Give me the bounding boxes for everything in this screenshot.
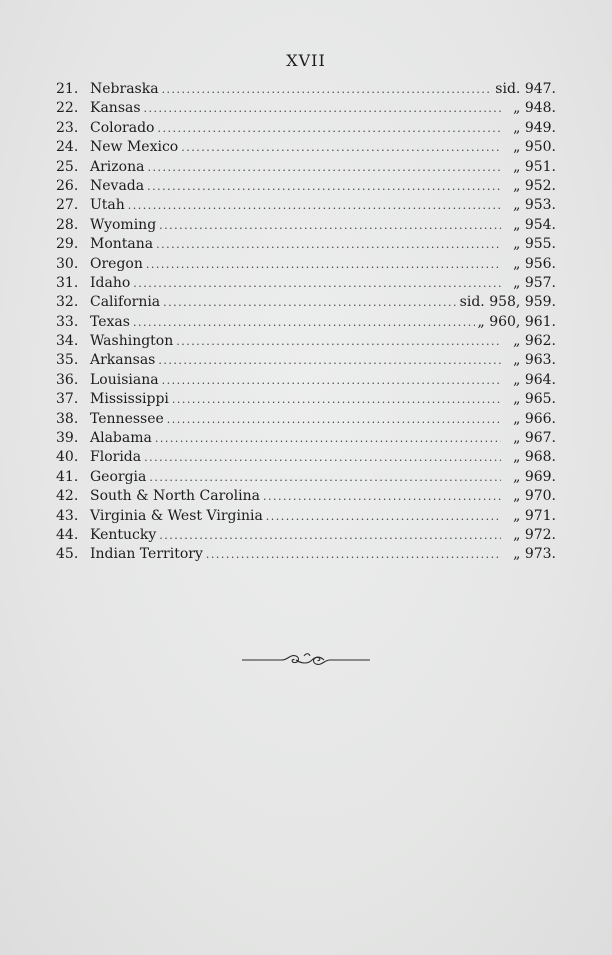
entry-page-ref: sid. 958, 959. — [459, 294, 556, 311]
dot-leader — [133, 313, 475, 332]
entry-number: 44. — [56, 526, 79, 543]
toc-entry — [56, 177, 556, 196]
entry-number: 24. — [56, 139, 79, 156]
dot-leader — [133, 274, 501, 293]
entry-number: 29. — [56, 236, 79, 253]
entry-number: 25. — [56, 158, 79, 175]
toc-entry — [56, 119, 556, 138]
entry-page-ref: „ 950. — [513, 139, 556, 156]
toc-entry — [56, 351, 556, 370]
entry-page-ref: „ 965. — [513, 391, 556, 408]
entry-page-ref: „ 952. — [513, 177, 556, 194]
toc-entry — [56, 429, 556, 448]
entry-page-ref: „ 949. — [513, 119, 556, 136]
dot-leader — [144, 448, 501, 467]
entry-page-ref: „ 968. — [513, 449, 556, 466]
entry-title: Arizona — [90, 158, 145, 175]
toc-entry — [56, 196, 556, 215]
dot-leader — [155, 429, 501, 448]
entry-number: 22. — [56, 100, 79, 117]
entry-page-ref: „ 967. — [513, 430, 556, 447]
dot-leader — [144, 99, 501, 118]
entry-page-ref: sid. 947. — [495, 81, 556, 97]
entry-page-ref: „ 960, 961. — [477, 313, 556, 330]
entry-title: Idaho — [90, 274, 131, 291]
entry-page-ref: „ 957. — [513, 274, 556, 291]
entry-title: Nevada — [90, 177, 145, 194]
toc-entry — [56, 332, 556, 351]
entry-title: Arkansas — [90, 352, 156, 369]
entry-title: Kansas — [90, 100, 141, 117]
toc-entry — [56, 99, 556, 118]
toc-entry — [56, 293, 556, 312]
entry-number: 43. — [56, 507, 79, 524]
entry-page-ref: „ 972. — [513, 526, 556, 543]
entry-title: South & North Carolina — [90, 488, 261, 505]
entry-title: Indian Territory — [90, 546, 203, 563]
toc-entry — [56, 448, 556, 467]
entry-page-ref: „ 963. — [513, 352, 556, 369]
entry-title: Virginia & West Virginia — [90, 507, 263, 524]
toc-entry — [56, 487, 556, 506]
dot-leader — [157, 119, 501, 138]
entry-title: Mississippi — [90, 391, 169, 408]
entry-title: California — [90, 294, 161, 311]
dot-leader — [147, 177, 501, 196]
entry-title: Louisiana — [90, 371, 159, 388]
entry-number: 26. — [56, 177, 79, 194]
toc-entry — [56, 138, 556, 157]
entry-page-ref: „ 970. — [513, 488, 556, 505]
entry-number: 27. — [56, 197, 79, 214]
entry-page-ref: „ 955. — [513, 236, 556, 253]
dot-leader — [206, 545, 501, 564]
entry-page-ref: „ 971. — [513, 507, 556, 524]
entry-page-ref: „ 956. — [513, 255, 556, 272]
dot-leader — [158, 351, 501, 370]
dot-leader — [147, 158, 501, 177]
dot-leader — [176, 332, 501, 351]
toc-entry — [56, 313, 556, 332]
toc-entry — [56, 507, 556, 526]
entry-page-ref: „ 953. — [513, 197, 556, 214]
entry-page-ref: „ 962. — [513, 333, 556, 350]
entry-number: 38. — [56, 410, 79, 427]
entry-page-ref: „ 973. — [513, 546, 556, 563]
toc-entry — [56, 545, 556, 564]
toc-entry — [56, 390, 556, 409]
toc-entry — [56, 235, 556, 254]
entry-page-ref: „ 966. — [513, 410, 556, 427]
toc-entry — [56, 255, 556, 274]
toc-entry — [56, 216, 556, 235]
dot-leader — [163, 293, 457, 312]
entry-title: New Mexico — [90, 139, 179, 156]
entry-number: 21. — [56, 81, 79, 97]
dot-leader — [128, 196, 501, 215]
entry-number: 39. — [56, 430, 79, 447]
dot-leader — [162, 371, 501, 390]
entry-number: 33. — [56, 313, 79, 330]
entry-number: 35. — [56, 352, 79, 369]
entry-title: Utah — [90, 197, 125, 214]
toc-entry — [56, 468, 556, 487]
entry-number: 41. — [56, 468, 79, 485]
dot-leader — [172, 390, 501, 409]
entry-title: Alabama — [90, 430, 152, 447]
dot-leader — [162, 80, 493, 99]
entry-title: Oregon — [90, 255, 143, 272]
entry-title: Florida — [90, 449, 142, 466]
scroll-flourish-icon — [242, 650, 370, 670]
dot-leader — [159, 526, 501, 545]
entry-page-ref: „ 948. — [513, 100, 556, 117]
entry-number: 32. — [56, 294, 79, 311]
dot-leader — [146, 255, 501, 274]
entry-title: Georgia — [90, 468, 147, 485]
entry-title: Texas — [90, 313, 130, 330]
dot-leader — [149, 468, 501, 487]
entry-title: Washington — [90, 333, 174, 350]
entry-title: Tennessee — [90, 410, 164, 427]
entry-title: Montana — [90, 236, 154, 253]
toc-entry — [56, 526, 556, 545]
entry-number: 34. — [56, 333, 79, 350]
entry-number: 45. — [56, 546, 79, 563]
entry-title: Colorado — [90, 119, 155, 136]
toc-entry — [56, 371, 556, 390]
entry-number: 37. — [56, 391, 79, 408]
toc-entry — [56, 80, 556, 99]
entry-page-ref: „ 964. — [513, 371, 556, 388]
entry-number: 30. — [56, 255, 79, 272]
entry-number: 23. — [56, 119, 79, 136]
entry-title: Kentucky — [90, 526, 157, 543]
entry-title: Nebraska — [90, 81, 159, 97]
dot-leader — [263, 487, 501, 506]
entry-title: Wyoming — [90, 216, 157, 233]
entry-number: 40. — [56, 449, 79, 466]
page-number-header: XVII — [286, 51, 326, 70]
entry-number: 28. — [56, 216, 79, 233]
dot-leader — [266, 507, 501, 526]
toc-entry — [56, 274, 556, 293]
dot-leader — [167, 410, 501, 429]
entry-page-ref: „ 969. — [513, 468, 556, 485]
dot-leader — [159, 216, 501, 235]
entry-number: 36. — [56, 371, 79, 388]
entry-number: 42. — [56, 488, 79, 505]
table-of-contents — [56, 80, 556, 565]
dot-leader — [156, 235, 501, 254]
entry-page-ref: „ 951. — [513, 158, 556, 175]
entry-number: 31. — [56, 274, 79, 291]
entry-page-ref: „ 954. — [513, 216, 556, 233]
toc-entry — [56, 410, 556, 429]
toc-entry — [56, 158, 556, 177]
dot-leader — [181, 138, 501, 157]
